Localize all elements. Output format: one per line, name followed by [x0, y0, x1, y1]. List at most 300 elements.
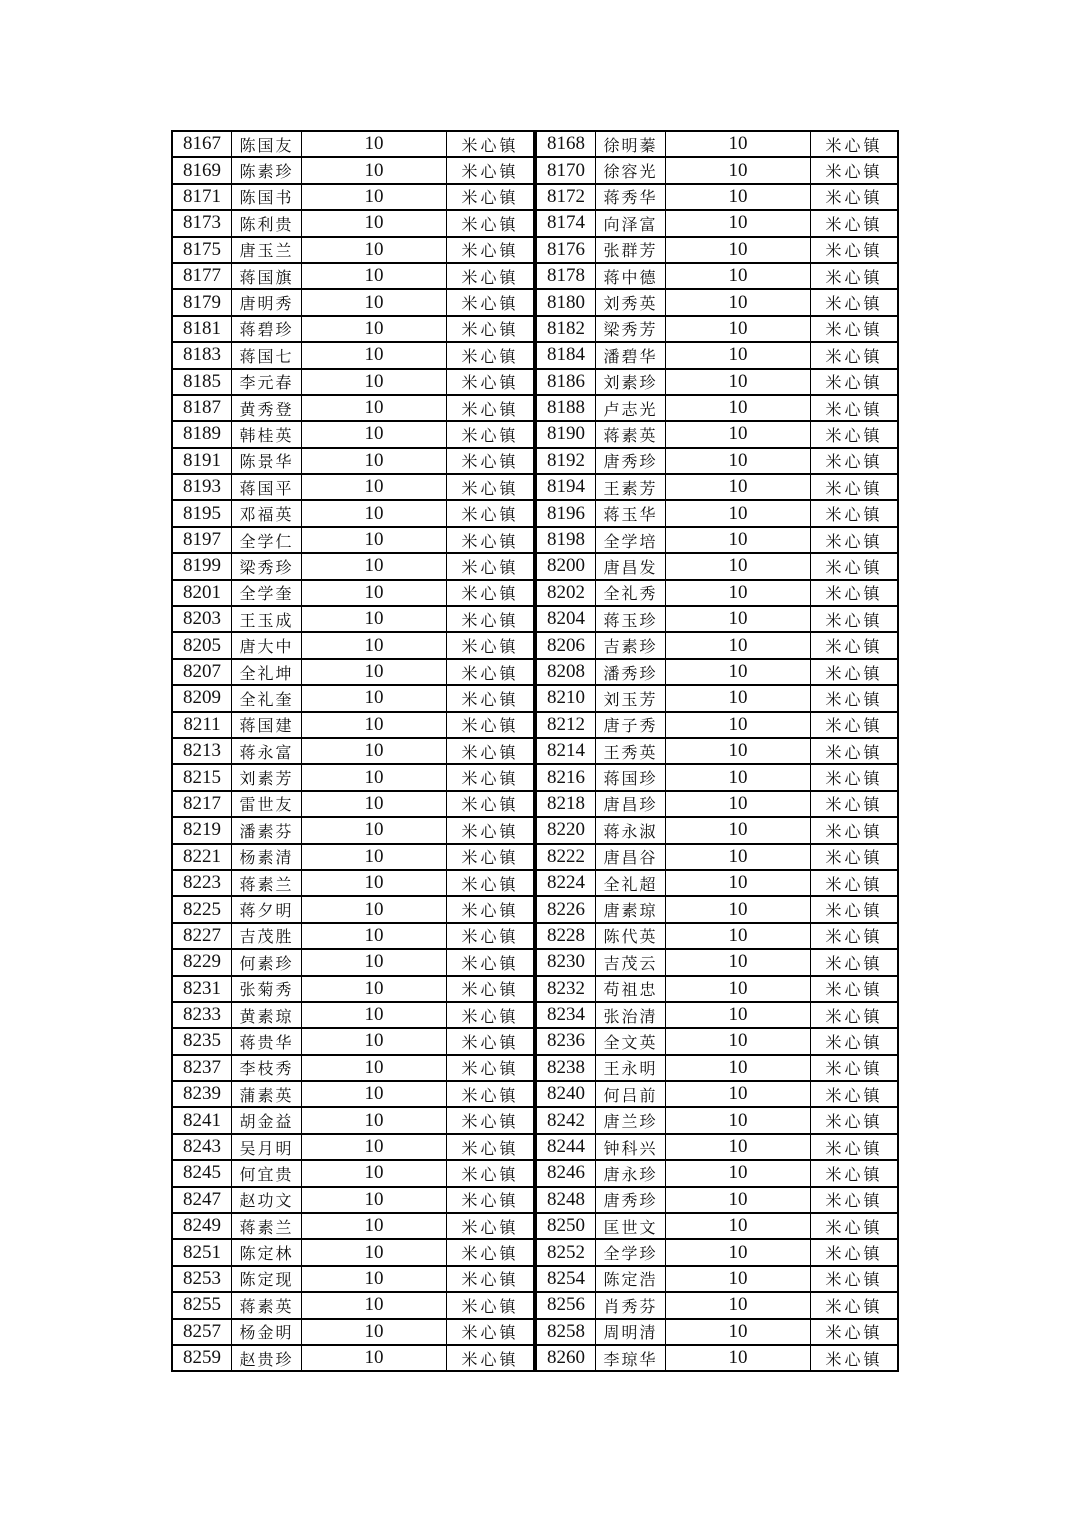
town-name: 米心镇 — [447, 632, 535, 658]
person-name: 蒋永淑 — [596, 817, 666, 843]
person-id: 8192 — [536, 448, 596, 474]
town-name: 米心镇 — [811, 580, 899, 606]
table-row — [536, 1292, 898, 1318]
table-row — [172, 1292, 534, 1318]
count-value: 10 — [302, 1002, 447, 1028]
table-row — [172, 527, 534, 553]
town-name: 米心镇 — [447, 1319, 535, 1345]
person-id: 8173 — [172, 210, 232, 236]
person-id: 8182 — [536, 316, 596, 342]
table-row — [536, 395, 898, 421]
person-id: 8216 — [536, 764, 596, 790]
town-name: 米心镇 — [447, 1266, 535, 1292]
count-value: 10 — [666, 976, 811, 1002]
table-row — [172, 342, 534, 368]
table-row — [172, 1134, 534, 1160]
table-row — [172, 1002, 534, 1028]
person-id: 8189 — [172, 421, 232, 447]
count-value: 10 — [302, 1239, 447, 1265]
count-value: 10 — [666, 923, 811, 949]
town-name: 米心镇 — [447, 157, 535, 183]
count-value: 10 — [666, 553, 811, 579]
count-value: 10 — [666, 817, 811, 843]
table-row — [536, 500, 898, 526]
town-name: 米心镇 — [447, 685, 535, 711]
count-value: 10 — [302, 157, 447, 183]
town-name: 米心镇 — [811, 738, 899, 764]
count-value: 10 — [302, 500, 447, 526]
count-value: 10 — [302, 263, 447, 289]
count-value: 10 — [666, 712, 811, 738]
table-row — [536, 131, 898, 157]
count-value: 10 — [302, 289, 447, 315]
person-id: 8211 — [172, 712, 232, 738]
town-name: 米心镇 — [447, 738, 535, 764]
person-name: 张群芳 — [596, 237, 666, 263]
person-id: 8229 — [172, 949, 232, 975]
count-value: 10 — [666, 1107, 811, 1133]
town-name: 米心镇 — [811, 1160, 899, 1186]
person-name: 全学珍 — [596, 1239, 666, 1265]
person-id: 8171 — [172, 184, 232, 210]
person-name: 陈景华 — [232, 448, 302, 474]
town-name: 米心镇 — [811, 1055, 899, 1081]
person-id: 8200 — [536, 553, 596, 579]
person-id: 8243 — [172, 1134, 232, 1160]
person-name: 蒋国建 — [232, 712, 302, 738]
person-name: 韩桂英 — [232, 421, 302, 447]
person-id: 8176 — [536, 237, 596, 263]
count-value: 10 — [666, 237, 811, 263]
person-id: 8233 — [172, 1002, 232, 1028]
count-value: 10 — [666, 342, 811, 368]
town-name: 米心镇 — [447, 1081, 535, 1107]
town-name: 米心镇 — [447, 580, 535, 606]
count-value: 10 — [302, 237, 447, 263]
person-name: 唐子秀 — [596, 712, 666, 738]
table-row — [172, 791, 534, 817]
town-name: 米心镇 — [811, 527, 899, 553]
table-row — [536, 1160, 898, 1186]
town-name: 米心镇 — [811, 1028, 899, 1054]
table-row — [172, 263, 534, 289]
table-row — [172, 1028, 534, 1054]
person-name: 蒋素英 — [232, 1292, 302, 1318]
town-name: 米心镇 — [811, 606, 899, 632]
person-name: 何吕前 — [596, 1081, 666, 1107]
person-name: 陈素珍 — [232, 157, 302, 183]
person-name: 赵功文 — [232, 1187, 302, 1213]
person-name: 潘碧华 — [596, 342, 666, 368]
person-id: 8247 — [172, 1187, 232, 1213]
person-id: 8178 — [536, 263, 596, 289]
person-id: 8255 — [172, 1292, 232, 1318]
town-name: 米心镇 — [447, 263, 535, 289]
town-name: 米心镇 — [811, 870, 899, 896]
count-value: 10 — [666, 949, 811, 975]
count-value: 10 — [302, 923, 447, 949]
table-row — [536, 289, 898, 315]
town-name: 米心镇 — [811, 237, 899, 263]
table-row — [172, 764, 534, 790]
person-name: 苟祖忠 — [596, 976, 666, 1002]
town-name: 米心镇 — [447, 395, 535, 421]
count-value: 10 — [302, 817, 447, 843]
count-value: 10 — [666, 1002, 811, 1028]
table-row — [536, 1319, 898, 1345]
table-row — [172, 1160, 534, 1186]
town-name: 米心镇 — [811, 553, 899, 579]
table-row — [536, 712, 898, 738]
person-name: 蒋素兰 — [232, 1213, 302, 1239]
person-name: 王玉成 — [232, 606, 302, 632]
person-id: 8183 — [172, 342, 232, 368]
table-row — [172, 210, 534, 236]
table-row — [536, 369, 898, 395]
table-row — [536, 1055, 898, 1081]
table-row — [536, 685, 898, 711]
count-value: 10 — [666, 1213, 811, 1239]
town-name: 米心镇 — [447, 1055, 535, 1081]
person-name: 王素芳 — [596, 474, 666, 500]
person-id: 8191 — [172, 448, 232, 474]
town-name: 米心镇 — [811, 369, 899, 395]
person-name: 刘素珍 — [596, 369, 666, 395]
count-value: 10 — [302, 421, 447, 447]
person-id: 8169 — [172, 157, 232, 183]
person-id: 8241 — [172, 1107, 232, 1133]
person-id: 8212 — [536, 712, 596, 738]
person-id: 8234 — [536, 1002, 596, 1028]
person-name: 潘秀珍 — [596, 659, 666, 685]
town-name: 米心镇 — [447, 976, 535, 1002]
count-value: 10 — [302, 1081, 447, 1107]
table-row — [172, 632, 534, 658]
person-name: 全礼超 — [596, 870, 666, 896]
person-id: 8188 — [536, 395, 596, 421]
person-name: 王永明 — [596, 1055, 666, 1081]
table-row — [536, 421, 898, 447]
table-row — [536, 237, 898, 263]
town-name: 米心镇 — [447, 1345, 535, 1371]
town-name: 米心镇 — [811, 712, 899, 738]
town-name: 米心镇 — [447, 896, 535, 922]
person-id: 8231 — [172, 976, 232, 1002]
table-row — [536, 184, 898, 210]
person-name: 唐昌珍 — [596, 791, 666, 817]
table-row — [172, 949, 534, 975]
town-name: 米心镇 — [447, 184, 535, 210]
count-value: 10 — [666, 395, 811, 421]
town-name: 米心镇 — [447, 131, 535, 157]
count-value: 10 — [302, 896, 447, 922]
town-name: 米心镇 — [447, 817, 535, 843]
count-value: 10 — [302, 1292, 447, 1318]
person-name: 李琼华 — [596, 1345, 666, 1371]
person-id: 8205 — [172, 632, 232, 658]
person-name: 雷世友 — [232, 791, 302, 817]
person-name: 全学奎 — [232, 580, 302, 606]
person-id: 8238 — [536, 1055, 596, 1081]
count-value: 10 — [302, 738, 447, 764]
person-name: 陈定浩 — [596, 1266, 666, 1292]
person-name: 吴月明 — [232, 1134, 302, 1160]
person-name: 全礼奎 — [232, 685, 302, 711]
person-id: 8244 — [536, 1134, 596, 1160]
table-row — [536, 157, 898, 183]
person-id: 8224 — [536, 870, 596, 896]
town-name: 米心镇 — [811, 1319, 899, 1345]
person-id: 8202 — [536, 580, 596, 606]
person-name: 唐素琼 — [596, 896, 666, 922]
person-id: 8181 — [172, 316, 232, 342]
count-value: 10 — [302, 184, 447, 210]
town-name: 米心镇 — [447, 659, 535, 685]
person-id: 8175 — [172, 237, 232, 263]
count-value: 10 — [302, 1055, 447, 1081]
person-id: 8242 — [536, 1107, 596, 1133]
count-value: 10 — [302, 316, 447, 342]
count-value: 10 — [302, 580, 447, 606]
count-value: 10 — [302, 632, 447, 658]
table-row — [172, 1107, 534, 1133]
person-name: 全学培 — [596, 527, 666, 553]
person-name: 向泽富 — [596, 210, 666, 236]
town-name: 米心镇 — [811, 448, 899, 474]
person-id: 8206 — [536, 632, 596, 658]
person-name: 赵贵珍 — [232, 1345, 302, 1371]
person-id: 8260 — [536, 1345, 596, 1371]
table-row — [536, 474, 898, 500]
person-id: 8246 — [536, 1160, 596, 1186]
person-id: 8167 — [172, 131, 232, 157]
table-row — [536, 764, 898, 790]
count-value: 10 — [302, 210, 447, 236]
person-id: 8207 — [172, 659, 232, 685]
count-value: 10 — [666, 632, 811, 658]
table-row — [536, 659, 898, 685]
table-row — [172, 738, 534, 764]
person-name: 陈代英 — [596, 923, 666, 949]
person-id: 8248 — [536, 1187, 596, 1213]
person-id: 8258 — [536, 1319, 596, 1345]
table-row — [536, 738, 898, 764]
person-name: 陈国友 — [232, 131, 302, 157]
person-name: 全学仁 — [232, 527, 302, 553]
person-name: 何素珍 — [232, 949, 302, 975]
person-id: 8198 — [536, 527, 596, 553]
person-name: 蒋国七 — [232, 342, 302, 368]
person-id: 8236 — [536, 1028, 596, 1054]
count-value: 10 — [666, 527, 811, 553]
town-name: 米心镇 — [447, 316, 535, 342]
town-name: 米心镇 — [447, 1187, 535, 1213]
person-id: 8232 — [536, 976, 596, 1002]
count-value: 10 — [302, 1107, 447, 1133]
table-row — [536, 553, 898, 579]
table-row — [536, 527, 898, 553]
person-id: 8251 — [172, 1239, 232, 1265]
person-id: 8252 — [536, 1239, 596, 1265]
roster-table-left — [171, 130, 535, 1372]
town-name: 米心镇 — [811, 1081, 899, 1107]
count-value: 10 — [666, 421, 811, 447]
count-value: 10 — [666, 606, 811, 632]
town-name: 米心镇 — [447, 448, 535, 474]
table-row — [536, 1345, 898, 1371]
table-row — [536, 1081, 898, 1107]
person-name: 何宜贵 — [232, 1160, 302, 1186]
table-row — [172, 817, 534, 843]
count-value: 10 — [666, 1055, 811, 1081]
town-name: 米心镇 — [447, 210, 535, 236]
person-name: 陈定现 — [232, 1266, 302, 1292]
person-id: 8213 — [172, 738, 232, 764]
table-row — [536, 1107, 898, 1133]
table-row — [172, 712, 534, 738]
town-name: 米心镇 — [811, 685, 899, 711]
table-row — [536, 448, 898, 474]
person-name: 唐永珍 — [596, 1160, 666, 1186]
table-row — [172, 685, 534, 711]
person-name: 蒋永富 — [232, 738, 302, 764]
person-id: 8177 — [172, 263, 232, 289]
person-id: 8257 — [172, 1319, 232, 1345]
person-name: 蒋夕明 — [232, 896, 302, 922]
town-name: 米心镇 — [447, 527, 535, 553]
person-id: 8196 — [536, 500, 596, 526]
person-id: 8187 — [172, 395, 232, 421]
count-value: 10 — [302, 369, 447, 395]
person-name: 潘素芬 — [232, 817, 302, 843]
person-name: 蒲素英 — [232, 1081, 302, 1107]
person-id: 8199 — [172, 553, 232, 579]
town-name: 米心镇 — [447, 870, 535, 896]
person-id: 8210 — [536, 685, 596, 711]
person-name: 陈定林 — [232, 1239, 302, 1265]
town-name: 米心镇 — [811, 817, 899, 843]
count-value: 10 — [666, 1292, 811, 1318]
person-name: 蒋碧珍 — [232, 316, 302, 342]
table-row — [172, 606, 534, 632]
count-value: 10 — [666, 1345, 811, 1371]
count-value: 10 — [666, 1187, 811, 1213]
town-name: 米心镇 — [447, 500, 535, 526]
person-id: 8218 — [536, 791, 596, 817]
town-name: 米心镇 — [811, 474, 899, 500]
count-value: 10 — [302, 1345, 447, 1371]
count-value: 10 — [302, 1028, 447, 1054]
person-name: 蒋国珍 — [596, 764, 666, 790]
person-id: 8203 — [172, 606, 232, 632]
person-name: 全礼坤 — [232, 659, 302, 685]
table-row — [536, 1134, 898, 1160]
town-name: 米心镇 — [447, 1160, 535, 1186]
table-row — [536, 210, 898, 236]
person-id: 8190 — [536, 421, 596, 447]
person-id: 8250 — [536, 1213, 596, 1239]
count-value: 10 — [302, 764, 447, 790]
person-name: 梁秀芳 — [596, 316, 666, 342]
count-value: 10 — [302, 870, 447, 896]
person-name: 李枝秀 — [232, 1055, 302, 1081]
table-row — [536, 1239, 898, 1265]
count-value: 10 — [666, 1028, 811, 1054]
town-name: 米心镇 — [811, 289, 899, 315]
town-name: 米心镇 — [447, 289, 535, 315]
table-row — [172, 289, 534, 315]
person-name: 全礼秀 — [596, 580, 666, 606]
table-row — [172, 844, 534, 870]
person-name: 肖秀芬 — [596, 1292, 666, 1318]
person-name: 吉茂胜 — [232, 923, 302, 949]
table-row — [172, 1345, 534, 1371]
count-value: 10 — [666, 263, 811, 289]
town-name: 米心镇 — [447, 1028, 535, 1054]
table-row — [172, 369, 534, 395]
table-row — [172, 1319, 534, 1345]
count-value: 10 — [666, 1266, 811, 1292]
town-name: 米心镇 — [811, 923, 899, 949]
town-name: 米心镇 — [447, 237, 535, 263]
town-name: 米心镇 — [447, 606, 535, 632]
count-value: 10 — [302, 685, 447, 711]
table-row — [536, 316, 898, 342]
count-value: 10 — [302, 844, 447, 870]
town-name: 米心镇 — [811, 949, 899, 975]
town-name: 米心镇 — [447, 553, 535, 579]
town-name: 米心镇 — [447, 1134, 535, 1160]
count-value: 10 — [666, 685, 811, 711]
count-value: 10 — [302, 1319, 447, 1345]
person-id: 8256 — [536, 1292, 596, 1318]
table-row — [172, 923, 534, 949]
person-id: 8240 — [536, 1081, 596, 1107]
count-value: 10 — [666, 738, 811, 764]
count-value: 10 — [302, 395, 447, 421]
count-value: 10 — [666, 210, 811, 236]
town-name: 米心镇 — [811, 1187, 899, 1213]
town-name: 米心镇 — [811, 184, 899, 210]
person-id: 8184 — [536, 342, 596, 368]
town-name: 米心镇 — [811, 1345, 899, 1371]
table-row — [172, 131, 534, 157]
table-row — [536, 1028, 898, 1054]
town-name: 米心镇 — [447, 844, 535, 870]
table-row — [172, 474, 534, 500]
town-name: 米心镇 — [811, 500, 899, 526]
count-value: 10 — [666, 1134, 811, 1160]
table-row — [172, 870, 534, 896]
count-value: 10 — [302, 527, 447, 553]
person-name: 全文英 — [596, 1028, 666, 1054]
count-value: 10 — [302, 976, 447, 1002]
count-value: 10 — [302, 1213, 447, 1239]
table-row — [172, 184, 534, 210]
person-name: 黄素琼 — [232, 1002, 302, 1028]
count-value: 10 — [302, 1266, 447, 1292]
table-row — [536, 606, 898, 632]
person-name: 胡金益 — [232, 1107, 302, 1133]
table-row — [536, 580, 898, 606]
person-name: 蒋素英 — [596, 421, 666, 447]
count-value: 10 — [302, 659, 447, 685]
count-value: 10 — [302, 448, 447, 474]
table-row — [536, 263, 898, 289]
person-name: 蒋中德 — [596, 263, 666, 289]
person-id: 8194 — [536, 474, 596, 500]
person-id: 8254 — [536, 1266, 596, 1292]
